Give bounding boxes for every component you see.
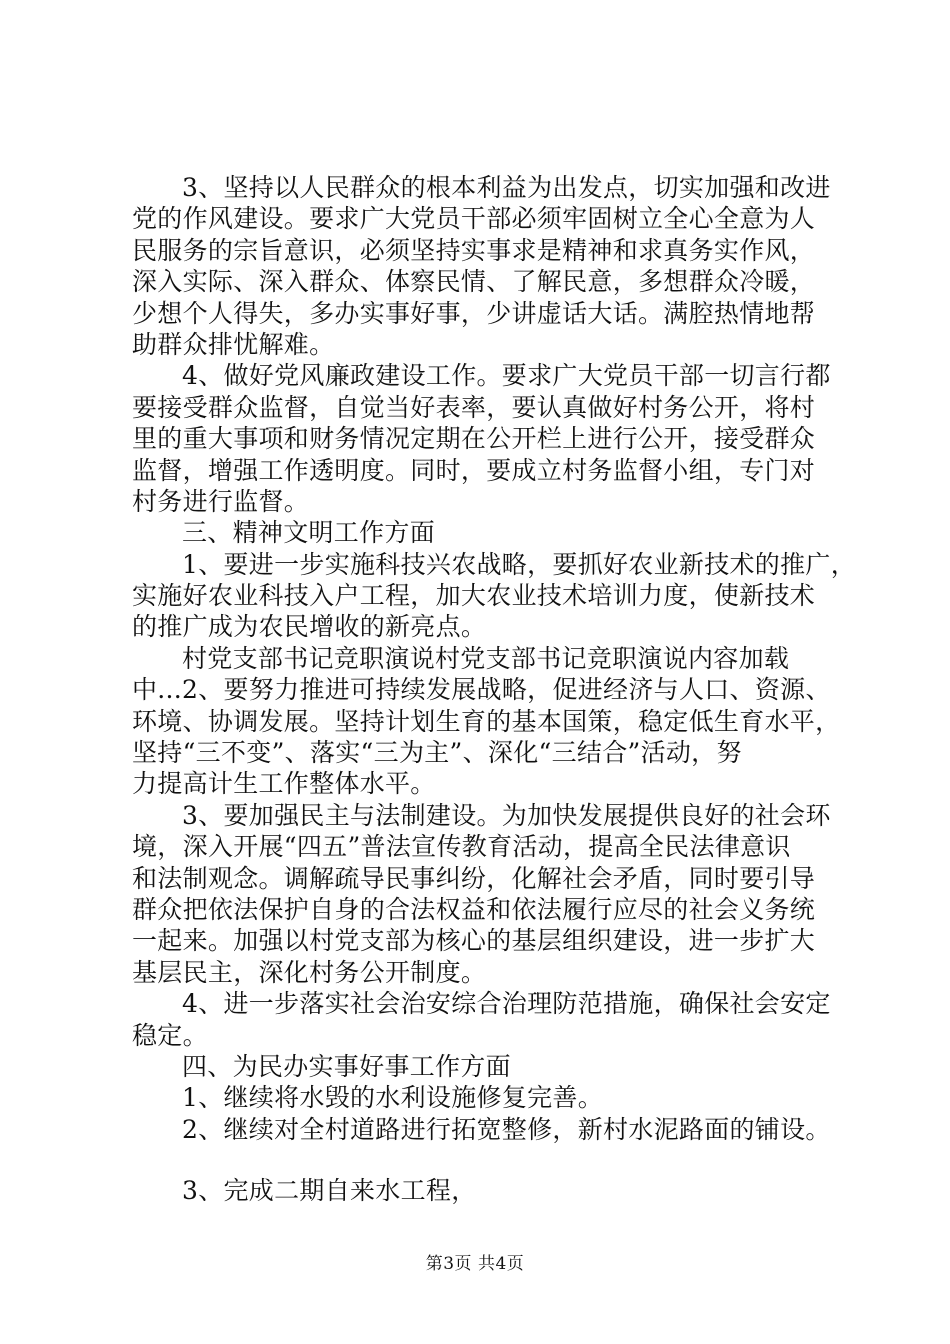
paragraph-line: 3、坚持以人民群众的根本利益为出发点，切实加强和改进 [182, 173, 831, 202]
paragraph-line: 少想个人得失，多办实事好事，少讲虚话大话。满腔热情地帮 [132, 298, 816, 328]
paragraph-line: 里的重大事项和财务情况定期在公开栏上进行公开，接受群众 [132, 424, 816, 454]
paragraph-line: 群众把依法保护自身的合法权益和依法履行应尽的社会义务统 [132, 894, 816, 924]
paragraph-gap [132, 1145, 832, 1175]
paragraph-line: 监督，增强工作透明度。同时，要成立村务监督小组，专门对 [132, 455, 816, 485]
paragraph-line: 坚持“三不变”、落实“三为主”、深化“三结合”活动，努 [132, 738, 742, 768]
paragraph-line: 村务进行监督。 [132, 486, 310, 516]
paragraph-line: 中...2、要努力推进可持续发展战略，促进经济与人口、资源、 [132, 675, 831, 705]
section-heading: 三、精神文明工作方面 [182, 518, 436, 548]
paragraph-line: 村党支部书记竞职演说村党支部书记竞职演说内容加载 [182, 643, 790, 673]
paragraph-line: 基层民主，深化村务公开制度。 [132, 957, 487, 987]
paragraph-line: 力提高计生工作整体水平。 [132, 769, 436, 799]
paragraph-line: 深入实际、深入群众、体察民情、了解民意，多想群众冷暖， [132, 267, 816, 297]
paragraph-line: 3、完成二期自来水工程， [182, 1176, 477, 1206]
body-text [132, 172, 857, 1207]
paragraph-line: 稳定。 [132, 1020, 208, 1050]
paragraph-line: 1、要进一步实施科技兴农战略，要抓好农业新技术的推广， [182, 549, 857, 579]
page-number-footer: 第3页 共4页 [425, 1254, 525, 1274]
paragraph-line: 民服务的宗旨意识，必须坚持实事求是精神和求真务实作风， [132, 235, 816, 265]
paragraph-line: 境，深入开展“四五”普法宣传教育活动，提高全民法律意识 [132, 832, 791, 862]
paragraph-line: 实施好农业科技入户工程，加大农业技术培训力度，使新技术 [132, 581, 816, 611]
paragraph-line: 助群众排忧解难。 [132, 329, 335, 359]
paragraph-line: 环境、协调发展。坚持计划生育的基本国策，稳定低生育水平， [132, 706, 841, 736]
paragraph-line: 1、继续将水毁的水利设施修复完善。 [182, 1083, 604, 1113]
paragraph-line: 4、进一步落实社会治安综合治理防范措施，确保社会安定 [182, 989, 831, 1019]
paragraph-line: 4、做好党风廉政建设工作。要求广大党员干部一切言行都 [182, 361, 831, 391]
paragraph-line: 和法制观念。调解疏导民事纠纷，化解社会矛盾，同时要引导 [132, 863, 816, 893]
section-heading: 四、为民办实事好事工作方面 [182, 1051, 511, 1081]
paragraph-line: 一起来。加强以村党支部为核心的基层组织建设，进一步扩大 [132, 926, 816, 956]
paragraph-line: 的推广成为农民增收的新亮点。 [132, 612, 487, 642]
paragraph-line: 党的作风建设。要求广大党员干部必须牢固树立全心全意为人 [132, 204, 816, 234]
paragraph-line: 要接受群众监督，自觉当好表率，要认真做好村务公开，将村 [132, 392, 816, 422]
paragraph-line: 2、继续对全村道路进行拓宽整修，新村水泥路面的铺设。 [182, 1114, 831, 1144]
paragraph-line: 3、要加强民主与法制建设。为加快发展提供良好的社会环 [182, 800, 831, 830]
